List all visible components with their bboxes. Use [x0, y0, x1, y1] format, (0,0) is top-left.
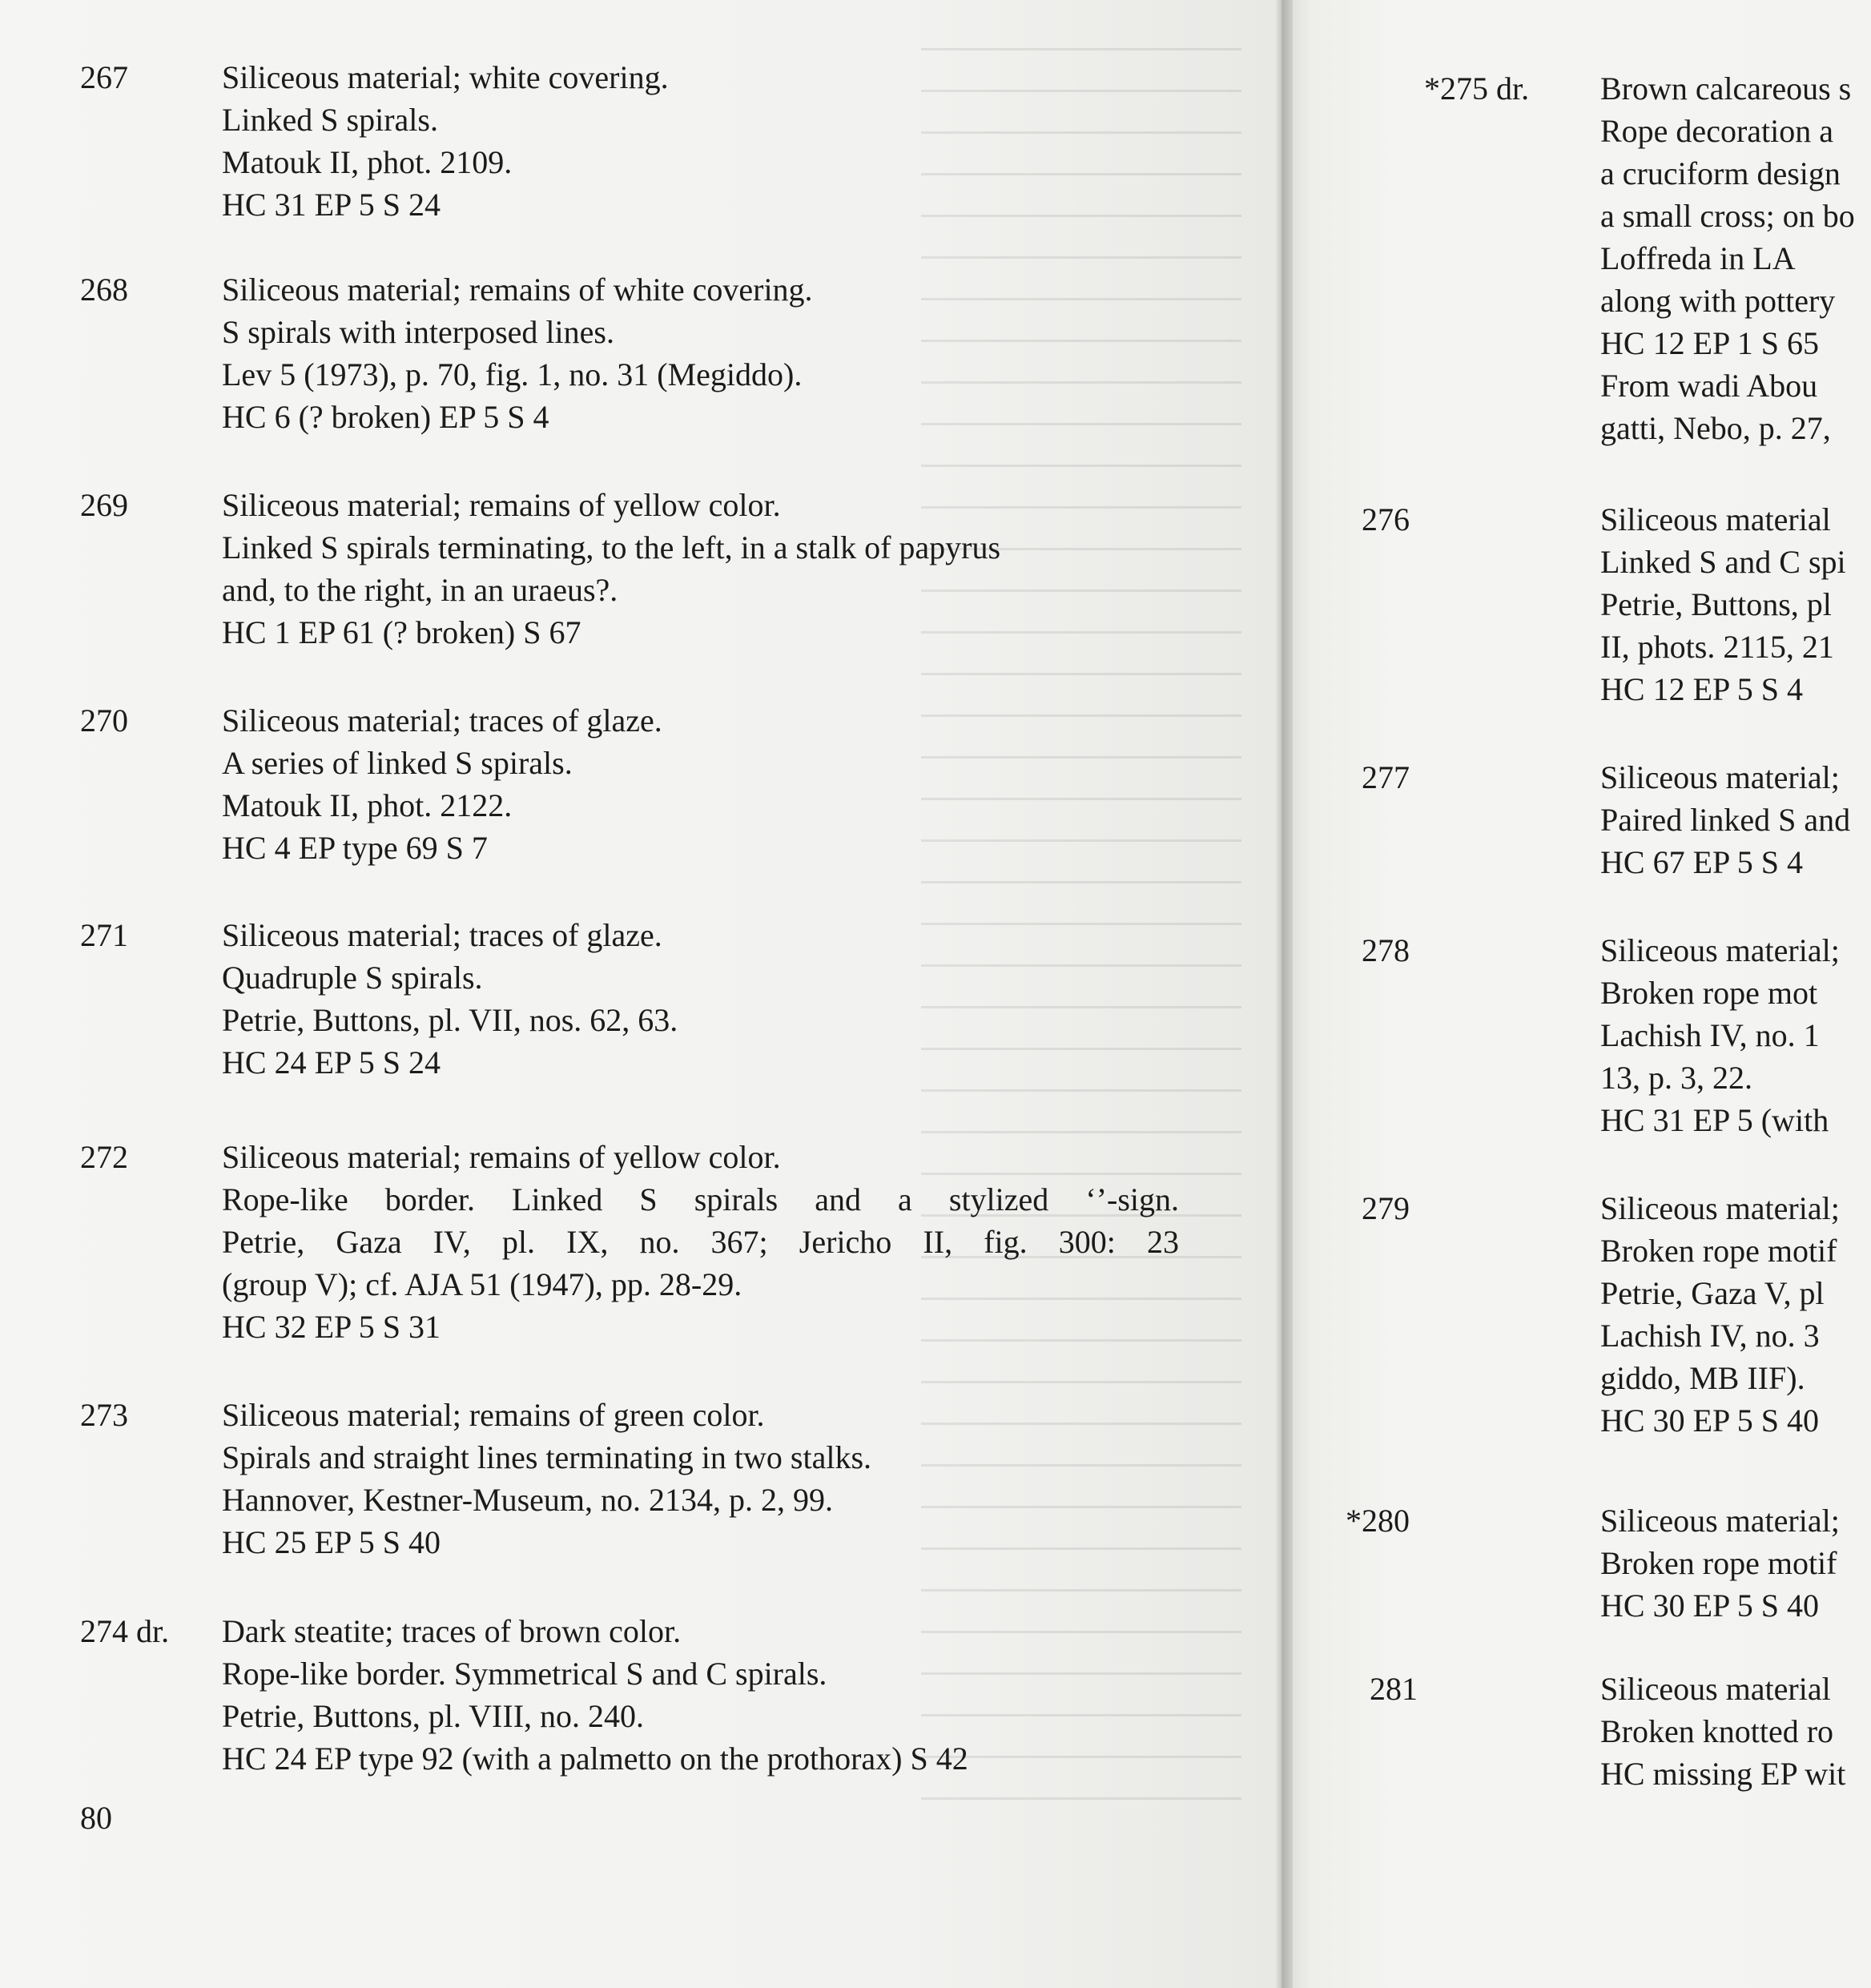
entry-line: Petrie, Buttons, pl — [1600, 586, 1832, 622]
entry-line: a cruciform design — [1600, 155, 1841, 191]
entry-line: HC 12 EP 1 S 65 — [1600, 325, 1820, 361]
entry-line: HC 67 EP 5 S 4 — [1600, 844, 1804, 880]
entry-line: Linked S spirals terminating, to the left, in a stalk of papyrus — [222, 529, 1001, 565]
entry-line: Broken knotted ro — [1600, 1713, 1834, 1749]
entry-number: 267 — [80, 59, 128, 95]
entry-number: *275 dr. — [1424, 70, 1530, 107]
entry-line: gatti, Nebo, p. 27, — [1600, 410, 1831, 446]
entry-line: Siliceous material; traces of glaze. — [222, 917, 662, 953]
entry-line: Rope-like border. Linked S spirals and a stylized ‘’-sign. — [222, 1181, 1179, 1217]
show-through-text — [921, 48, 1241, 1810]
entry-number: 268 — [80, 272, 128, 308]
entry-line: Siliceous material; — [1600, 1190, 1840, 1226]
entry-line: along with pottery — [1600, 283, 1836, 319]
entry-line: a small cross; on bo — [1600, 198, 1855, 234]
entry-number: 269 — [80, 487, 128, 523]
entry-line: HC missing EP wit — [1600, 1756, 1846, 1792]
entry-line: Lachish IV, no. 1 — [1600, 1017, 1820, 1053]
entry-line: Petrie, Gaza IV, pl. IX, no. 367; Jericho II, fig. 300: 23 — [222, 1224, 1179, 1260]
entry-line: Petrie, Gaza V, pl — [1600, 1275, 1825, 1311]
entry-line: Hannover, Kestner-Museum, no. 2134, p. 2, 99. — [222, 1482, 834, 1518]
entry-line: Paired linked S and — [1600, 802, 1851, 838]
entry-line: Siliceous material — [1600, 1671, 1831, 1707]
entry-number: 274 dr. — [80, 1613, 170, 1649]
entry-line: Rope-like border. Symmetrical S and C spirals. — [222, 1656, 827, 1692]
entry-line: HC 30 EP 5 S 40 — [1600, 1588, 1820, 1624]
entry-line: giddo, MB IIF). — [1600, 1360, 1805, 1396]
entry-line: Siliceous material; traces of glaze. — [222, 702, 662, 738]
entry-line: S spirals with interposed lines. — [222, 314, 614, 350]
entry-line: Broken rope motif — [1600, 1545, 1837, 1581]
entry-line: Rope decoration a — [1600, 113, 1833, 149]
entry-line: Siliceous material; — [1600, 932, 1840, 968]
entry-line: Loffreda in LA — [1600, 240, 1796, 276]
entry-line: From wadi Abou — [1600, 368, 1818, 404]
entry-line: HC 4 EP type 69 S 7 — [222, 830, 488, 866]
entry-number: 272 — [80, 1139, 128, 1175]
entry-line: A series of linked S spirals. — [222, 745, 573, 781]
entry-line: Linked S spirals. — [222, 102, 438, 138]
entry-line: Linked S and C spi — [1600, 544, 1846, 580]
entry-number: 273 — [80, 1397, 128, 1433]
entry-line: (group V); cf. AJA 51 (1947), pp. 28-29. — [222, 1266, 742, 1302]
entry-line: HC 30 EP 5 S 40 — [1600, 1402, 1820, 1439]
entry-line: Siliceous material; — [1600, 1503, 1840, 1539]
entry-number: 271 — [80, 917, 128, 953]
page-number: 80 — [80, 1800, 112, 1836]
entry-number: 277 — [1362, 759, 1410, 795]
entry-line: and, to the right, in an uraeus?. — [222, 572, 618, 608]
entry-line: Matouk II, phot. 2122. — [222, 787, 513, 823]
entry-line: Matouk II, phot. 2109. — [222, 144, 513, 180]
entry-line: HC 24 EP 5 S 24 — [222, 1044, 441, 1081]
entry-line: Lachish IV, no. 3 — [1600, 1318, 1820, 1354]
entry-number: 276 — [1362, 501, 1410, 537]
entry-line: Siliceous material; — [1600, 759, 1840, 795]
entry-line: Dark steatite; traces of brown color. — [222, 1613, 682, 1649]
entry-line: Brown calcareous s — [1600, 70, 1852, 107]
entry-number: 279 — [1362, 1190, 1410, 1226]
entry-line: Siliceous material; remains of green color. — [222, 1397, 765, 1433]
entry-line: Siliceous material — [1600, 501, 1831, 537]
entry-number: 270 — [80, 702, 128, 738]
entry-line: II, phots. 2115, 21 — [1600, 629, 1834, 665]
entry-line: Broken rope mot — [1600, 975, 1818, 1011]
entry-line: Petrie, Buttons, pl. VII, nos. 62, 63. — [222, 1002, 678, 1038]
entry-line: HC 12 EP 5 S 4 — [1600, 671, 1804, 707]
entry-number: 278 — [1362, 932, 1410, 968]
entry-line: HC 31 EP 5 S 24 — [222, 187, 441, 223]
entry-line: Broken rope motif — [1600, 1233, 1837, 1269]
entry-line: HC 24 EP type 92 (with a palmetto on the prothorax) S 42 — [222, 1741, 968, 1777]
entry-line: Siliceous material; remains of white covering. — [222, 272, 813, 308]
entry-line: HC 31 EP 5 (with — [1600, 1102, 1829, 1138]
entry-number: *280 — [1346, 1503, 1410, 1539]
entry-line: Quadruple S spirals. — [222, 960, 483, 996]
right-page — [1282, 0, 1871, 1988]
entry-line: Siliceous material; white covering. — [222, 59, 669, 95]
entry-line: HC 25 EP 5 S 40 — [222, 1524, 441, 1560]
entry-line: 13, p. 3, 22. — [1600, 1060, 1752, 1096]
entry-line: HC 6 (? broken) EP 5 S 4 — [222, 399, 549, 435]
entry-line: Siliceous material; remains of yellow color. — [222, 1139, 781, 1175]
entry-line: Siliceous material; remains of yellow color. — [222, 487, 781, 523]
entry-line: HC 32 EP 5 S 31 — [222, 1309, 441, 1345]
entry-line: Spirals and straight lines terminating in two stalks. — [222, 1439, 872, 1475]
book-gutter — [1275, 0, 1293, 1988]
entry-number: 281 — [1370, 1671, 1418, 1707]
entry-line: Petrie, Buttons, pl. VIII, no. 240. — [222, 1698, 645, 1734]
entry-line: HC 1 EP 61 (? broken) S 67 — [222, 614, 581, 650]
entry-line: Lev 5 (1973), p. 70, fig. 1, no. 31 (Megiddo). — [222, 356, 803, 392]
